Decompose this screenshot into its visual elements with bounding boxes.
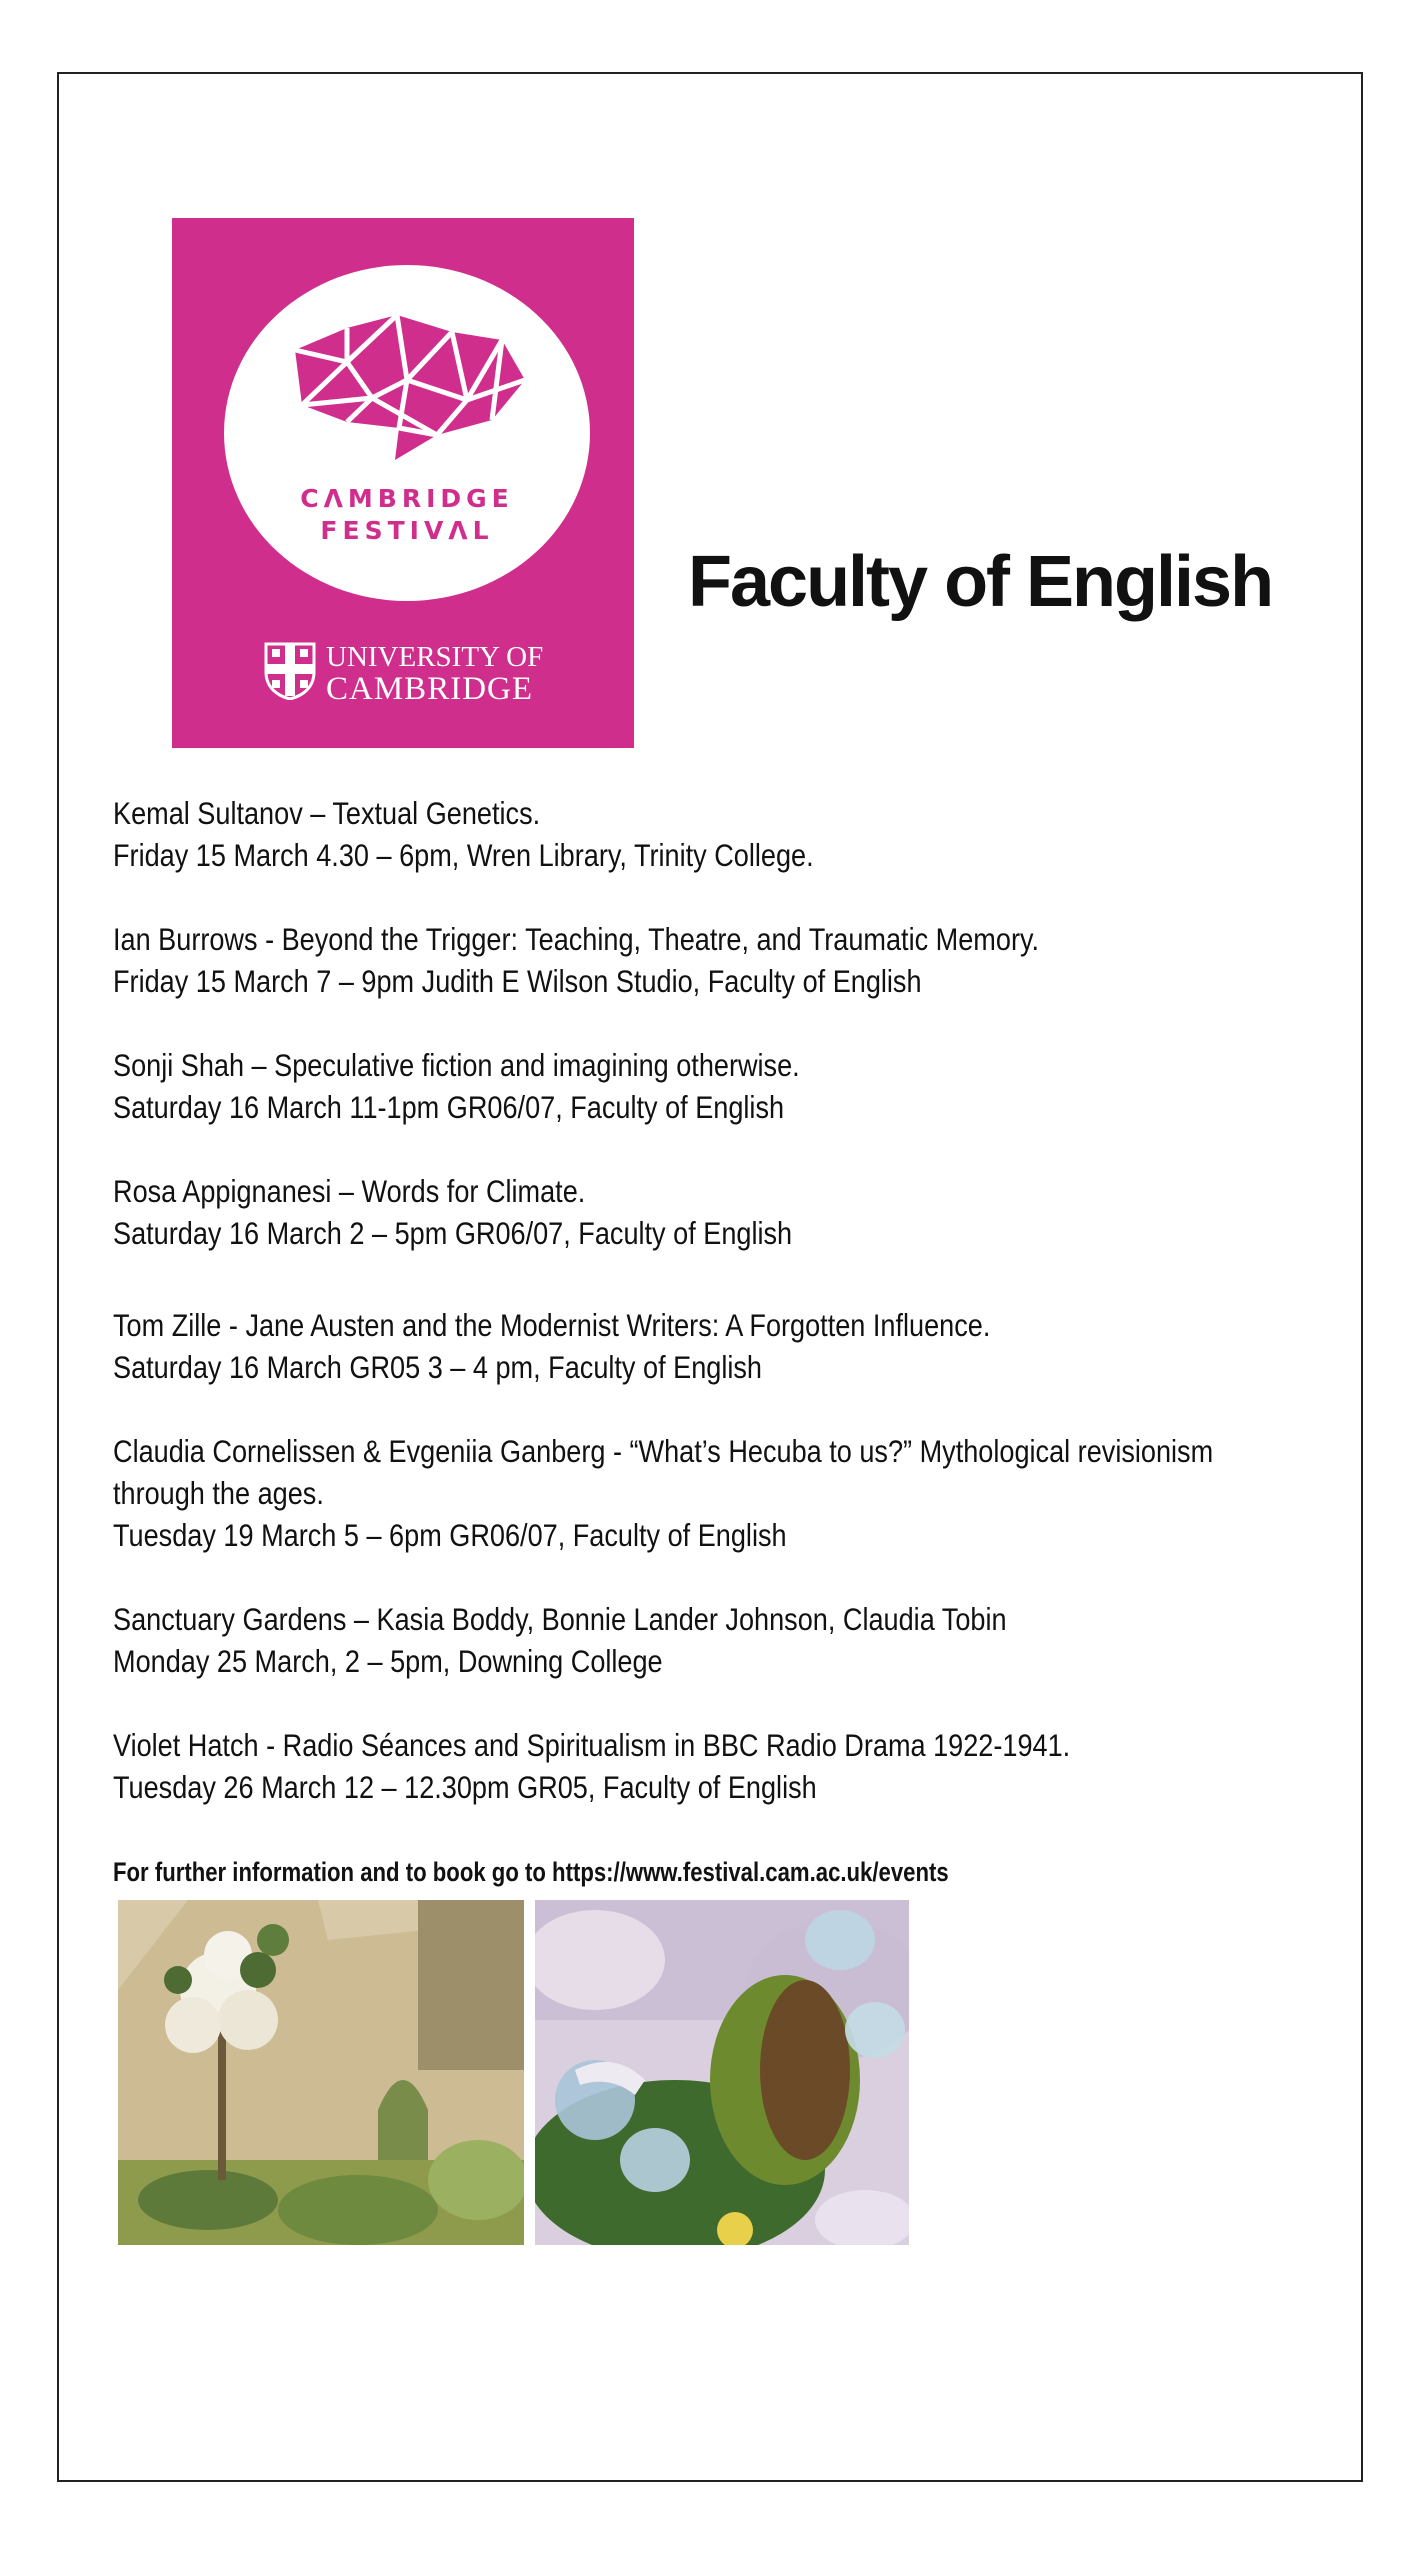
event-details: Saturday 16 March 11-1pm GR06/07, Faculty of English: [113, 1089, 785, 1125]
event-details: Monday 25 March, 2 – 5pm, Downing College: [113, 1643, 663, 1679]
university-crest-icon: [264, 642, 316, 700]
event-item: [113, 1044, 1351, 1128]
event-details: Friday 15 March 4.30 – 6pm, Wren Library, Trinity College.: [113, 837, 814, 873]
event-title: Tom Zille - Jane Austen and the Modernist Writers: A Forgotten Influence.: [113, 1307, 991, 1343]
event-item: [113, 792, 1351, 876]
event-title: Ian Burrows - Beyond the Trigger: Teaching, Theatre, and Traumatic Memory.: [113, 921, 1040, 957]
brain-network-icon: [287, 310, 532, 460]
logo-circle: [224, 265, 590, 601]
cambridge-festival-logo: [172, 218, 634, 748]
booking-info: For further information and to book go to https://www.festival.cam.ac.uk/events: [113, 1857, 949, 1887]
event-title: Claudia Cornelissen & Evgeniia Ganberg - “What’s Hecuba to us?” Mythological revisionism: [113, 1433, 1214, 1469]
event-item: [113, 918, 1351, 1002]
event-title: Sanctuary Gardens – Kasia Boddy, Bonnie Lander Johnson, Claudia Tobin: [113, 1601, 1007, 1637]
page-title: Faculty of English: [688, 542, 1273, 622]
event-title-continued: through the ages.: [113, 1475, 324, 1511]
festival-name-line1: CΛMBRIDGE: [300, 484, 514, 513]
event-item: [113, 1170, 1351, 1254]
event-title: Kemal Sultanov – Textual Genetics.: [113, 795, 541, 831]
sculpture-photo-image: [535, 1900, 909, 2245]
events-list: [113, 792, 1333, 1808]
university-name-line1: UNIVERSITY OF: [326, 641, 544, 673]
festival-name-line2: FESTIVΛL: [320, 516, 494, 545]
event-title: Sonji Shah – Speculative fiction and imagining otherwise.: [113, 1047, 800, 1083]
event-title: Violet Hatch - Radio Séances and Spiritualism in BBC Radio Drama 1922-1941.: [113, 1727, 1071, 1763]
event-details: Tuesday 26 March 12 – 12.30pm GR05, Faculty of English: [113, 1769, 817, 1805]
garden-painting-image: [118, 1900, 524, 2245]
event-details: Friday 15 March 7 – 9pm Judith E Wilson Studio, Faculty of English: [113, 963, 922, 999]
event-item: [113, 1304, 1351, 1388]
event-item: [113, 1430, 1351, 1556]
event-details: Saturday 16 March GR05 3 – 4 pm, Faculty of English: [113, 1349, 762, 1385]
event-item: [113, 1598, 1351, 1682]
event-details: Saturday 16 March 2 – 5pm GR06/07, Faculty of English: [113, 1215, 793, 1251]
event-title: Rosa Appignanesi – Words for Climate.: [113, 1173, 586, 1209]
event-details: Tuesday 19 March 5 – 6pm GR06/07, Faculty of English: [113, 1517, 787, 1553]
university-name-line2: CAMBRIDGE: [326, 671, 534, 707]
event-item: [113, 1724, 1351, 1808]
